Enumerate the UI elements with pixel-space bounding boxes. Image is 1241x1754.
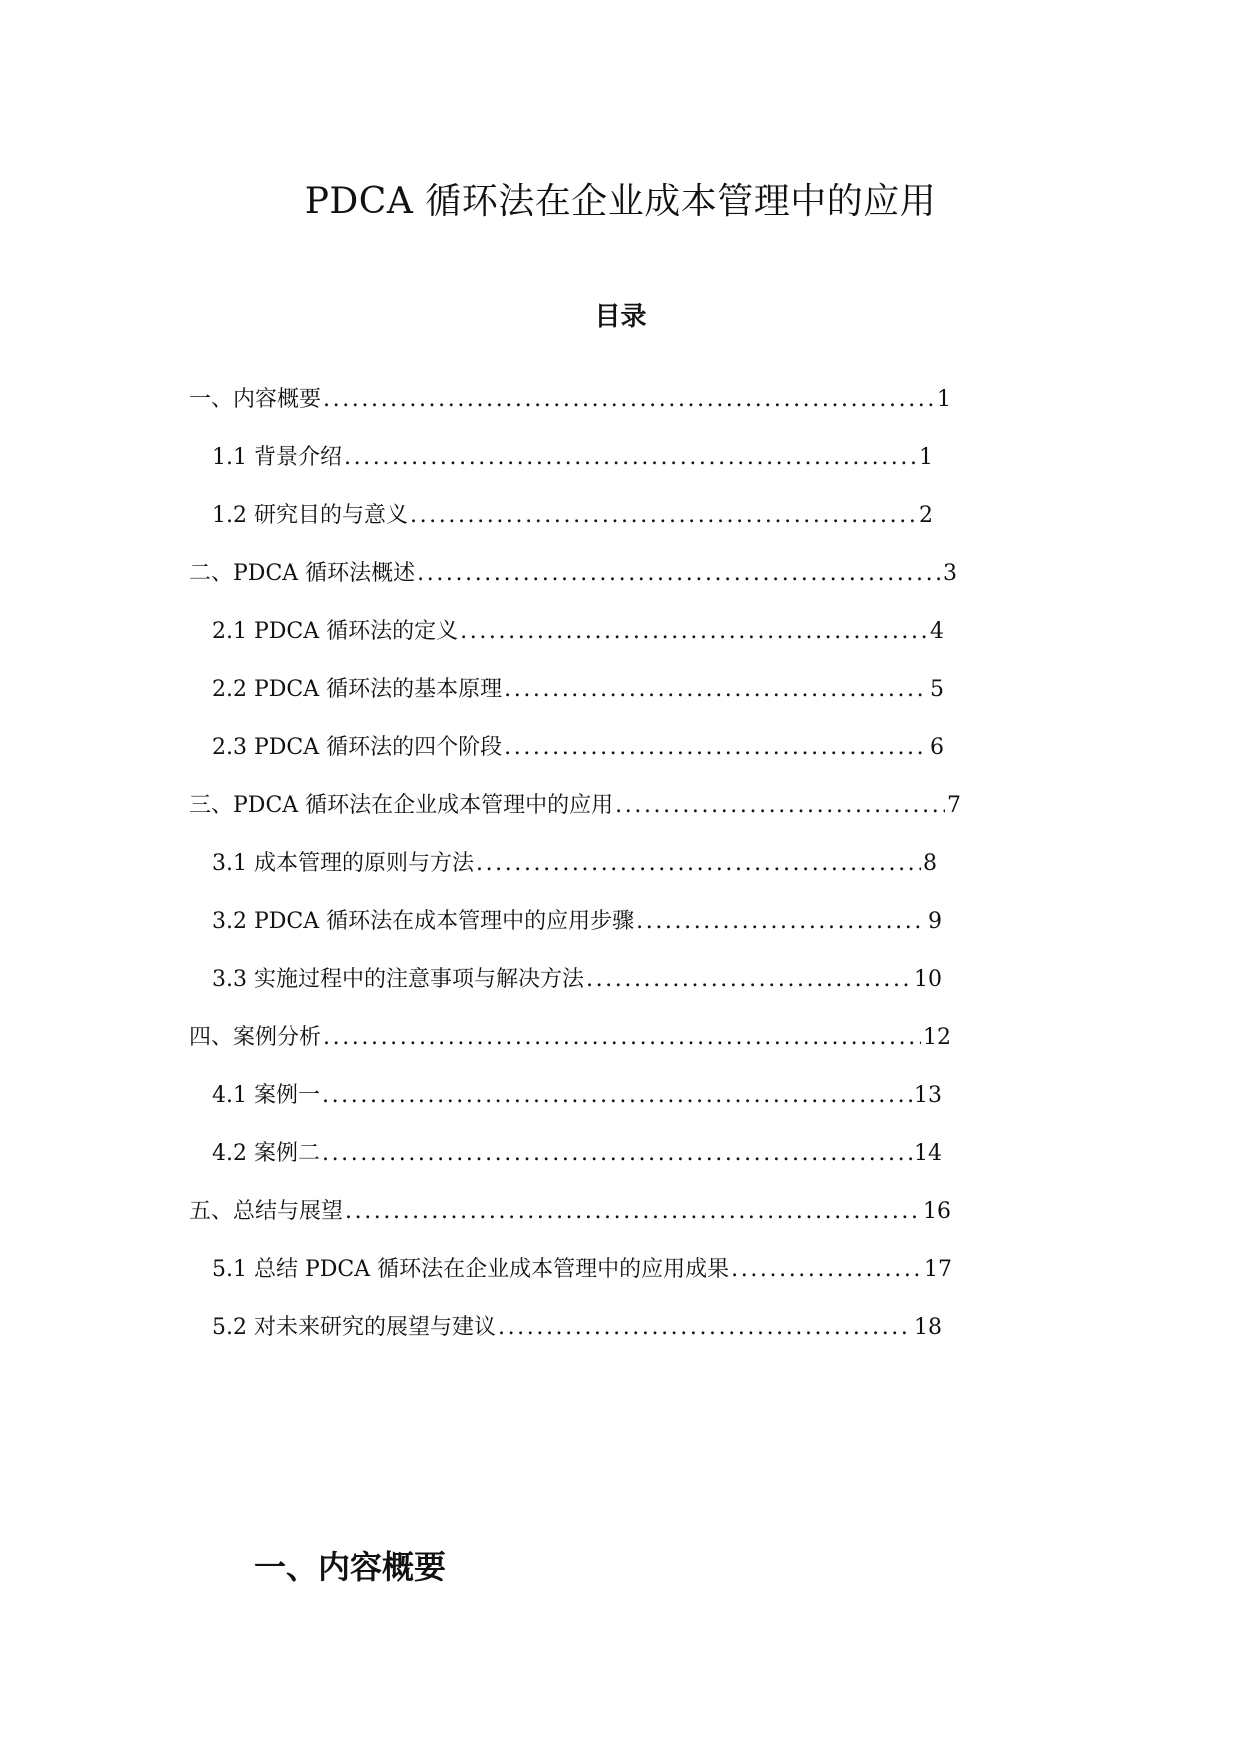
toc-entry[interactable]: [189, 1192, 951, 1232]
toc-entry[interactable]: [212, 1076, 942, 1116]
toc-entry[interactable]: [189, 786, 961, 826]
toc-page-number: 10: [914, 967, 942, 992]
toc-leader-dots: [586, 960, 912, 1000]
toc-leader-dots: [345, 1192, 921, 1232]
toc-entry-title: 3.1 成本管理的原则与方法: [212, 851, 474, 876]
toc-page-number: 18: [914, 1315, 942, 1340]
toc-entry-title: 二、PDCA 循环法概述: [189, 561, 416, 586]
toc-entry-title: 4.1 案例一: [212, 1083, 320, 1108]
toc-entry[interactable]: [189, 1018, 951, 1058]
toc-entry[interactable]: [212, 1250, 952, 1290]
toc-entry[interactable]: [212, 496, 933, 536]
toc-entry[interactable]: [212, 438, 933, 478]
toc-entry-title: 四、案例分析: [189, 1025, 322, 1050]
toc-leader-dots: [323, 380, 935, 420]
toc-page-number: 7: [947, 793, 961, 818]
toc-entry[interactable]: [212, 844, 937, 884]
toc-page-number: 1: [937, 387, 951, 412]
toc-leader-dots: [460, 612, 928, 652]
section-heading: 一、内容概要: [254, 1547, 447, 1586]
toc-page-number: 9: [928, 909, 942, 934]
toc-entry-title: 一、内容概要: [189, 387, 322, 412]
toc-page-number: 4: [930, 619, 944, 644]
toc-page-number: 5: [930, 677, 944, 702]
toc-leader-dots: [636, 902, 926, 942]
toc-entry[interactable]: [212, 728, 944, 768]
toc-entry-title: 5.1 总结 PDCA 循环法在企业成本管理中的应用成果: [212, 1257, 730, 1282]
toc-entry[interactable]: [212, 902, 942, 942]
toc-entry-title: 3.3 实施过程中的注意事项与解决方法: [212, 967, 584, 992]
toc-page-number: 16: [923, 1199, 951, 1224]
toc-entry[interactable]: [212, 1134, 942, 1174]
toc-heading: 目录: [594, 301, 647, 332]
toc-leader-dots: [417, 554, 941, 594]
toc-page-number: 6: [930, 735, 944, 760]
toc-leader-dots: [504, 728, 928, 768]
toc-page-number: 1: [919, 445, 933, 470]
toc-entry-title: 2.2 PDCA 循环法的基本原理: [212, 677, 503, 702]
toc-entry-title: 五、总结与展望: [189, 1199, 344, 1224]
toc-entry-title: 3.2 PDCA 循环法在成本管理中的应用步骤: [212, 909, 635, 934]
toc-page-number: 14: [914, 1141, 942, 1166]
toc-entry[interactable]: [212, 1308, 942, 1348]
toc-page-number: 2: [919, 503, 933, 528]
toc-leader-dots: [322, 1076, 912, 1116]
toc-entry[interactable]: [189, 554, 957, 594]
toc-entry[interactable]: [212, 670, 944, 710]
document-title: PDCA 循环法在企业成本管理中的应用: [304, 181, 937, 223]
toc-leader-dots: [410, 496, 917, 536]
toc-entry-title: 4.2 案例二: [212, 1141, 320, 1166]
toc-leader-dots: [615, 786, 945, 826]
toc-leader-dots: [476, 844, 921, 884]
toc-leader-dots: [731, 1250, 922, 1290]
toc-leader-dots: [344, 438, 917, 478]
toc-entry-title: 1.2 研究目的与意义: [212, 503, 408, 528]
toc-leader-dots: [498, 1308, 912, 1348]
toc-entry[interactable]: [212, 612, 944, 652]
toc-entry-title: 1.1 背景介绍: [212, 445, 342, 470]
toc-entry-title: 三、PDCA 循环法在企业成本管理中的应用: [189, 793, 614, 818]
toc-leader-dots: [322, 1134, 912, 1174]
toc-entry-title: 5.2 对未来研究的展望与建议: [212, 1315, 496, 1340]
toc-entry[interactable]: [189, 380, 951, 420]
toc-leader-dots: [323, 1018, 921, 1058]
toc-page-number: 8: [923, 851, 937, 876]
toc-entry-title: 2.3 PDCA 循环法的四个阶段: [212, 735, 503, 760]
toc-page-number: 13: [914, 1083, 942, 1108]
toc-entry[interactable]: [212, 960, 942, 1000]
toc-page-number: 17: [924, 1257, 952, 1282]
toc-entry-title: 2.1 PDCA 循环法的定义: [212, 619, 459, 644]
toc-page-number: 3: [943, 561, 957, 586]
toc-page-number: 12: [923, 1025, 951, 1050]
toc-leader-dots: [504, 670, 928, 710]
